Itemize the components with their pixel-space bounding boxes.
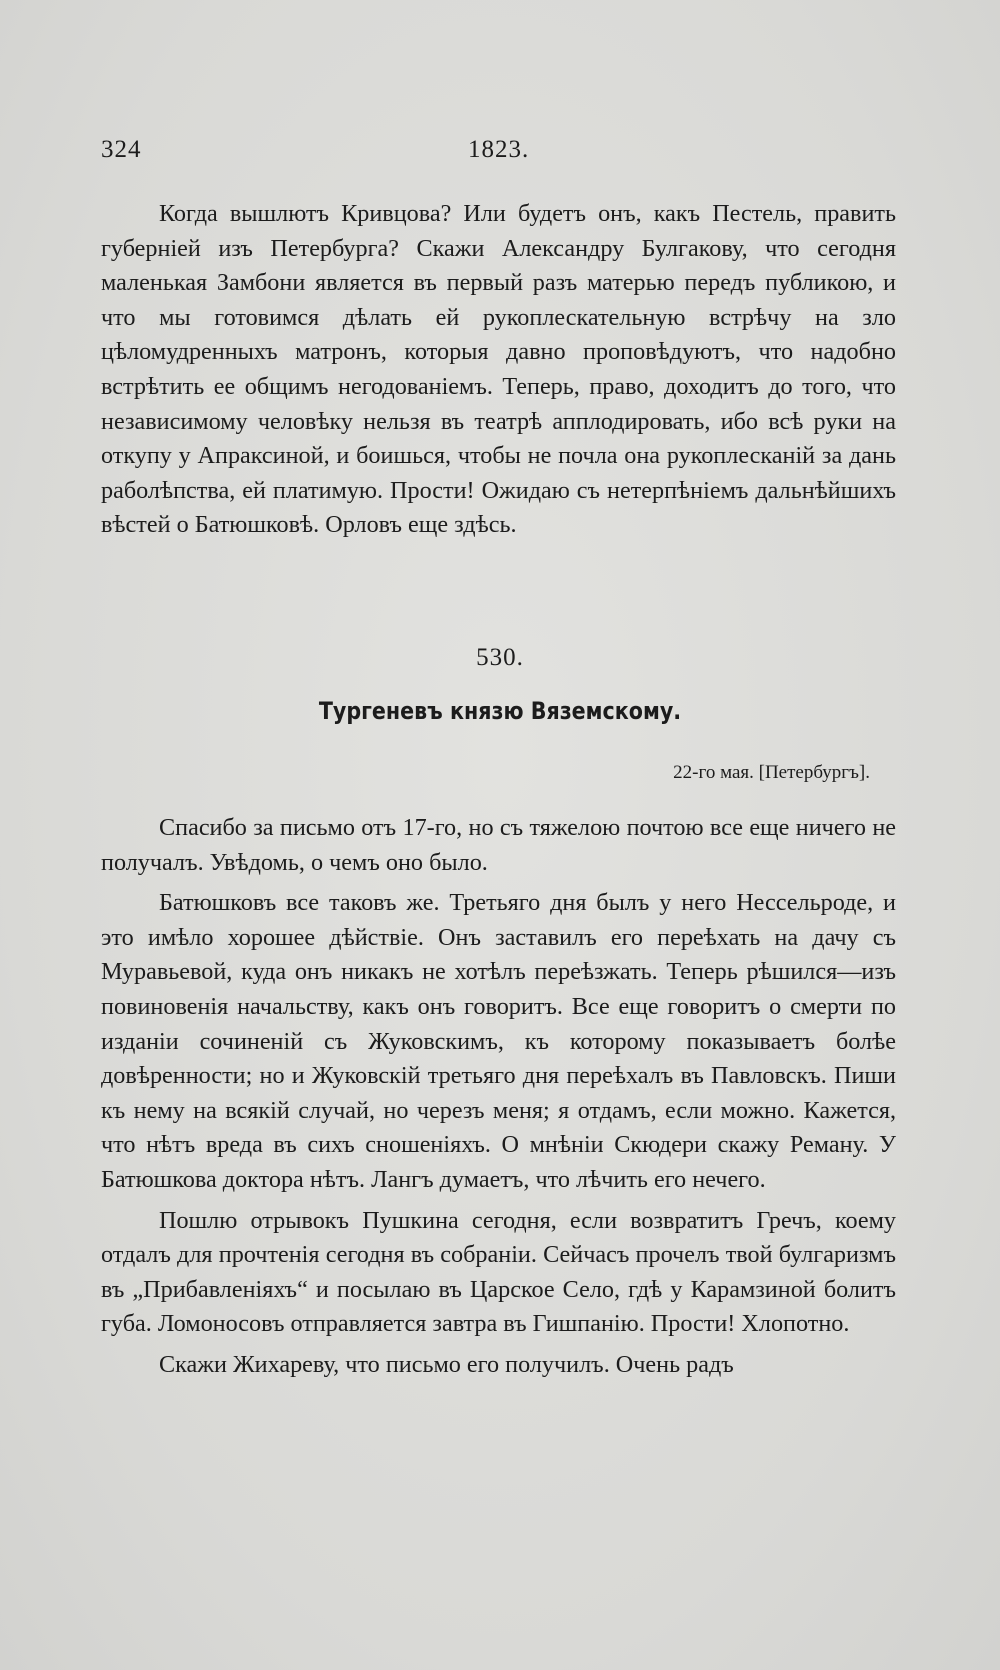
letter-number: 530. <box>476 644 524 671</box>
letter-title: Тургеневъ князю Вяземскому. <box>318 697 682 725</box>
paragraph: Пошлю отрывокъ Пушкина сегодня, если возвратитъ Гречъ, коему отдалъ для прочтенія сегодня въ собраніи. Сейчасъ прочелъ твой булгаризмъ въ „Прибавленіяхъ“ и посылаю въ Царское Село, гдѣ у Карамзиной болитъ губа. Ломоносовъ отправляется завтра въ Гишпанію. Прости! Хлопотно. <box>101 1206 896 1338</box>
paragraph: Когда вышлютъ Кривцова? Или будетъ онъ, какъ Пестель, править губерніей изъ Петербурга? Скажи Александру Булгакову, что сегодня маленькая Замбони является въ первый разъ матерью передъ публикою, и что мы готовимся дѣлать ей рукоплескательную встрѣчу на зло цѣломудренныхъ матронъ, которыя давно проповѣдуютъ, что надобно встрѣтить ее общимъ негодованіемъ. Теперь, право, доходитъ до того, что независимому человѣку нельзя въ театрѣ апплодировать, ибо всѣ руки на откупу у Апраксиной, и боишься, чтобы не почла она рукоплесканій за дань раболѣпства, ей платимую. Прости! Ожидаю съ нетерпѣніемъ дальнѣйшихъ вѣстей о Батюшковѣ. Орловъ еще здѣсь. <box>101 200 896 539</box>
letter-body <box>101 811 896 1383</box>
page-number: 324 <box>101 136 142 163</box>
previous-letter-text <box>101 197 896 543</box>
page-header <box>101 136 896 172</box>
paragraph: Спасибо за письмо отъ 17-го, но съ тяжелою почтою все еще ничего не получалъ. Увѣдомь, о чемъ оно было. <box>101 814 896 876</box>
paragraph: Батюшковъ все таковъ же. Третьяго дня былъ у него Нессельроде, и это имѣло хорошее дѣйствіе. Онъ заставилъ его переѣхать на дачу съ Муравьевой, куда онъ никакъ не хотѣлъ переѣзжать. Теперь рѣшился—изъ повиновенія начальству, какъ онъ говоритъ. Все еще говоритъ о смерти по изданіи сочиненій съ Жуковскимъ, къ которому показываетъ болѣе довѣренности; но и Жуковскій третьяго дня переѣхалъ въ Павловскъ. Пиши къ нему на всякій случай, но черезъ меня; я отдамъ, если можно. Кажется, что нѣтъ вреда въ сихъ сношеніяхъ. О мнѣніи Скюдери скажу Реману. У Батюшкова доктора нѣтъ. Лангъ думаетъ, что лѣчить его нечего. <box>101 889 896 1193</box>
letter-dateline: 22-го мая. [Петербургъ]. <box>673 762 870 783</box>
running-head-year: 1823. <box>468 136 530 163</box>
paragraph: Скажи Жихареву, что письмо его получилъ. Очень радъ <box>159 1350 734 1378</box>
